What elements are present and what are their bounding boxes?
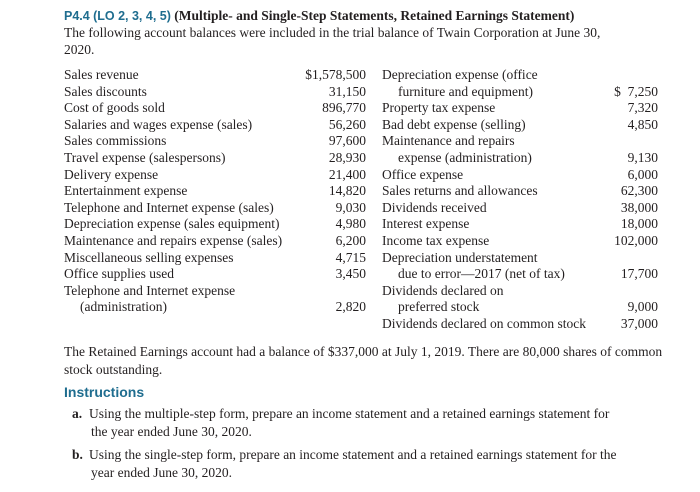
- account-value: 21,400: [328, 166, 366, 182]
- right-account-values: [596, 67, 658, 333]
- instruction-text-line1: Using the single-step form, prepare an income statement and a retained earnings statement for the: [89, 447, 617, 462]
- account-label: Office expense: [382, 166, 464, 182]
- account-label: Miscellaneous selling expenses: [64, 249, 234, 265]
- account-label: Property tax expense: [382, 100, 496, 116]
- account-value: 31,150: [328, 83, 366, 99]
- account-label: Dividends received: [382, 199, 487, 215]
- instruction-text-line2: the year ended June 30, 2020.: [91, 424, 252, 439]
- account-value: 102,000: [614, 232, 658, 248]
- account-label: Sales revenue: [64, 67, 139, 82]
- instructions-heading: Instructions: [64, 384, 145, 400]
- account-label: Travel expense (salespersons): [64, 149, 226, 165]
- problem-intro-line1: The following account balances were included in the trial balance of Twain Corporation at June 30,: [64, 25, 601, 40]
- account-label: Sales discounts: [64, 83, 147, 99]
- account-label: Dividends declared on: [382, 282, 504, 298]
- learning-objectives: (LO 2, 3, 4, 5): [93, 9, 171, 23]
- account-label: Salaries and wages expense (sales): [64, 116, 253, 132]
- right-account-labels: [382, 67, 612, 333]
- account-value: 18,000: [620, 216, 658, 232]
- instruction-item-a: [72, 405, 662, 441]
- problem-title: (Multiple- and Single-Step Statements, Retained Earnings Statement): [174, 8, 575, 23]
- account-value: 62,300: [620, 183, 658, 199]
- account-value: 9,030: [335, 199, 366, 215]
- account-value: 56,260: [328, 116, 366, 132]
- account-label: expense (administration): [398, 149, 532, 165]
- problem-intro-line2: 2020.: [64, 42, 95, 57]
- account-value: 97,600: [328, 133, 366, 149]
- account-value: 9,000: [627, 299, 658, 315]
- account-value: 2,820: [335, 299, 366, 315]
- account-label: Income tax expense: [382, 232, 490, 248]
- account-value: [596, 283, 658, 300]
- account-label: Depreciation understatement: [382, 249, 538, 265]
- account-value: 6,000: [627, 166, 658, 182]
- instruction-text-line1: Using the multiple-step form, prepare an income statement and a retained earnings statement for: [89, 406, 610, 421]
- account-value: 4,980: [335, 216, 366, 232]
- account-label: Depreciation expense (office: [382, 67, 538, 82]
- account-label: Depreciation expense (sales equipment): [64, 216, 280, 232]
- account-label: Maintenance and repairs: [382, 133, 515, 149]
- account-value: $1,578,500: [305, 67, 366, 82]
- account-value: 28,930: [328, 149, 366, 165]
- account-value: 9,130: [627, 149, 658, 165]
- account-value: 6,200: [335, 232, 366, 248]
- account-label: Office supplies used: [64, 266, 174, 282]
- account-value: $ 7,250: [614, 83, 658, 99]
- account-value: 4,715: [335, 249, 366, 265]
- account-label: Entertainment expense: [64, 183, 188, 199]
- account-label: Delivery expense: [64, 166, 159, 182]
- account-label: Maintenance and repairs expense (sales): [64, 232, 283, 248]
- account-value: [596, 133, 658, 150]
- left-account-labels: [64, 67, 294, 316]
- account-label: Cost of goods sold: [64, 100, 165, 116]
- problem-number: P4.4: [64, 9, 90, 23]
- instruction-label: a.: [72, 406, 83, 421]
- account-label: Dividends declared on common stock: [382, 315, 586, 331]
- account-label: furniture and equipment): [398, 83, 533, 99]
- account-value: 14,820: [328, 183, 366, 199]
- account-label: due to error—2017 (net of tax): [398, 266, 565, 282]
- account-value: 896,770: [322, 100, 366, 116]
- account-label: preferred stock: [398, 299, 480, 315]
- account-label: Sales returns and allowances: [382, 183, 538, 199]
- instruction-text-line2: year ended June 30, 2020.: [91, 465, 232, 480]
- retained-earnings-paragraph: The Retained Earnings account had a balance of $337,000 at July 1, 2019. There are 80,000 shares of common stock outstanding.: [64, 344, 663, 377]
- account-value: 17,700: [620, 266, 658, 282]
- problem-header: [64, 7, 574, 25]
- account-label: Interest expense: [382, 216, 470, 232]
- instruction-item-b: [72, 446, 662, 482]
- account-value: [596, 67, 658, 84]
- account-value: 38,000: [620, 199, 658, 215]
- account-label: Telephone and Internet expense (sales): [64, 199, 274, 215]
- account-value: 37,000: [620, 315, 658, 331]
- account-label: Sales commissions: [64, 133, 167, 149]
- account-value: [596, 250, 658, 267]
- account-value: 4,850: [627, 116, 658, 132]
- account-value: 3,450: [335, 266, 366, 282]
- account-label: Bad debt expense (selling): [382, 116, 526, 132]
- instruction-label: b.: [72, 447, 83, 462]
- account-value: [296, 283, 366, 300]
- account-label: Telephone and Internet expense: [64, 282, 236, 298]
- left-account-values: [296, 67, 366, 316]
- account-value: 7,320: [627, 100, 658, 116]
- account-label: (administration): [80, 299, 167, 315]
